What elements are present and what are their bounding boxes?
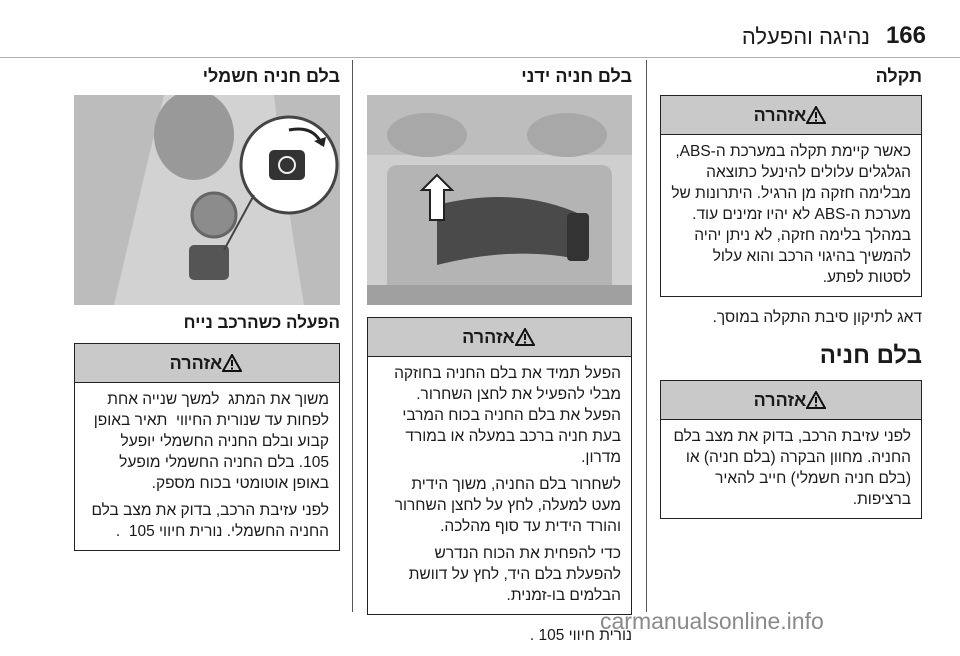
warning-heading-text: אזהרה [462, 326, 515, 347]
watermark: carmanualsonline.info [600, 608, 824, 634]
handbrake-photo [367, 95, 632, 305]
column-divider-right [646, 60, 647, 612]
page-number: 166 [885, 22, 926, 49]
column-left [74, 60, 340, 551]
repair-note: דאג לתיקון סיבת התקלה במוסך. [712, 309, 922, 326]
electric-brake-warning-box [74, 343, 340, 551]
column-divider-left [352, 60, 353, 612]
column-middle [367, 60, 632, 656]
stationary-operation-title: הפעלה כשהרכב נייח [183, 313, 340, 332]
electric-brake-warning-text [75, 383, 339, 550]
column-right [660, 60, 922, 519]
abs-warning-box [660, 95, 922, 297]
abs-warning-text [661, 135, 921, 296]
manual-brake-paragraph-2: לשחרור בלם החניה, משוך הידית מעט למעלה, לחץ על לחצן השחרור והורד הידית עד סוף מהלכה. [394, 476, 621, 535]
warning-heading [75, 344, 339, 383]
manual-parking-brake-title: בלם חניה ידני [521, 66, 632, 86]
chapter-title: נהיגה והפעלה [741, 24, 870, 49]
parking-brake-warning-box [660, 380, 922, 519]
electric-brake-illustration [74, 95, 340, 305]
electric-brake-photo [74, 95, 340, 305]
warning-heading-text: אזהרה [169, 352, 223, 373]
abs-warning-paragraph: כאשר קיימת תקלה במערכת ה-ABS, הגלגלים עלולים להינעל כתוצאה מבלימה חזקה מן הרגיל. היתרונות של מערכת ה-ABS לא יהיו זמינים עוד. במהלך בלימה חזקה, לא ניתן יהיה להמשיך בהיגוי הרכב והוא עלול לסטות לפתע. [671, 143, 911, 286]
warning-heading [661, 96, 921, 135]
electric-parking-brake-title: בלם חניה חשמלי [202, 66, 340, 86]
parking-brake-warning-paragraph: לפני עזיבת הרכב, בדוק את מצב בלם החניה. מחוון הבקרה (בלם חניה) או (בלם חניה חשמלי) חייב להאיר ברציפות. [673, 428, 911, 508]
warning-triangle-icon [515, 328, 535, 346]
warning-heading [661, 381, 921, 420]
warning-heading [368, 318, 631, 357]
page-header [0, 0, 960, 60]
manual-brake-warning-box [367, 317, 632, 615]
warning-heading-text: אזהרה [753, 389, 807, 410]
warning-heading-text: אזהרה [753, 104, 807, 125]
manual-brake-paragraph-1: הפעל תמיד את בלם החניה בחוזקה מבלי להפעיל את לחצן השחרור. הפעל את בלם החניה בכוח המרבי בעת חניה ברכב במעלה או במורד מדרון. [394, 365, 621, 466]
manual-brake-warning-text [368, 357, 631, 614]
parking-brake-title: בלם חניה [819, 342, 922, 369]
indicator-light-note: נורית חיווי ‎ 105. [529, 627, 632, 644]
handbrake-illustration [367, 95, 632, 305]
manual-brake-paragraph-3: כדי להפחית את הכוח הנדרש להפעלת בלם היד, לחץ על דוושת הבלמים בו-זמנית. [408, 545, 621, 604]
warning-triangle-icon [806, 106, 826, 124]
electric-brake-paragraph-1: משוך את המתג למשך שנייה אחת לפחות עד שנורית החיווי תאיר באופן קבוע ובלם החניה החשמלי יופעל 105. בלם החניה החשמלי מופעל באופן אוטומטי בכוח מספק. [93, 391, 329, 492]
fault-title: תקלה [875, 66, 922, 86]
warning-triangle-icon [806, 391, 826, 409]
parking-brake-warning-text [661, 420, 921, 518]
warning-triangle-icon [222, 354, 242, 372]
header-rule [0, 57, 960, 58]
electric-brake-paragraph-2: לפני עזיבת הרכב, בדוק את מצב בלם החניה החשמלי. נורית חיווי ‎ ‎ 105. [91, 502, 329, 540]
